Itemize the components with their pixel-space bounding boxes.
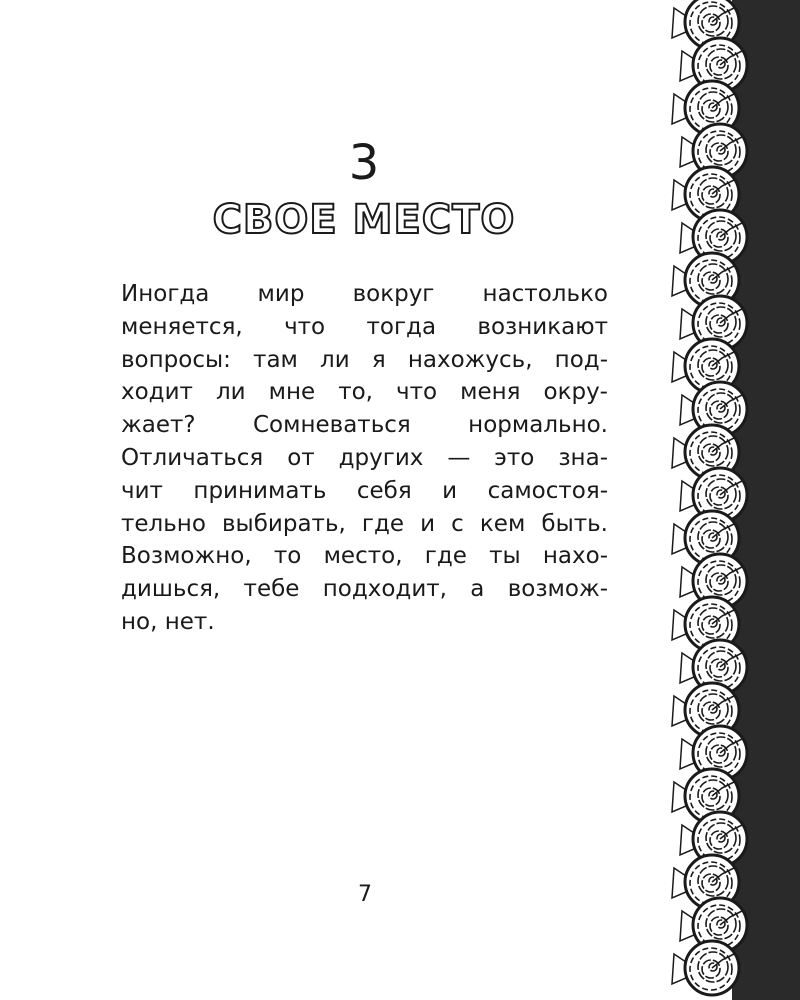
body-line: Иногда мир вокруг настолько — [121, 281, 608, 307]
body-line: чит принимать себя и самостоя- — [121, 477, 608, 504]
body-line: Возможно, то место, где ты нахо- — [121, 543, 608, 570]
chapter-number: 3 — [348, 135, 380, 191]
body-line: меняется, что тогда возникают — [121, 313, 608, 340]
body-paragraph — [121, 278, 608, 639]
body-line: Отличаться от других — это зна- — [121, 444, 608, 471]
log-slice-icon — [672, 941, 739, 995]
chapter-title: СВОЕ МЕСТО — [212, 197, 516, 243]
body-line: вопросы: там ли я нахожусь, под- — [121, 346, 608, 373]
body-line: тельно выбирать, где и с кем быть. — [121, 510, 608, 537]
body-line: но, нет. — [121, 608, 215, 635]
body-line: ходит ли мне то, что меня окру- — [121, 379, 608, 406]
wood-log-slices-ornament-icon — [662, 0, 800, 1000]
body-line: жает? Сомневаться нормально. — [121, 412, 608, 439]
body-line: дишься, тебе подходит, а возмож- — [121, 576, 608, 603]
page-number: 7 — [358, 882, 372, 907]
